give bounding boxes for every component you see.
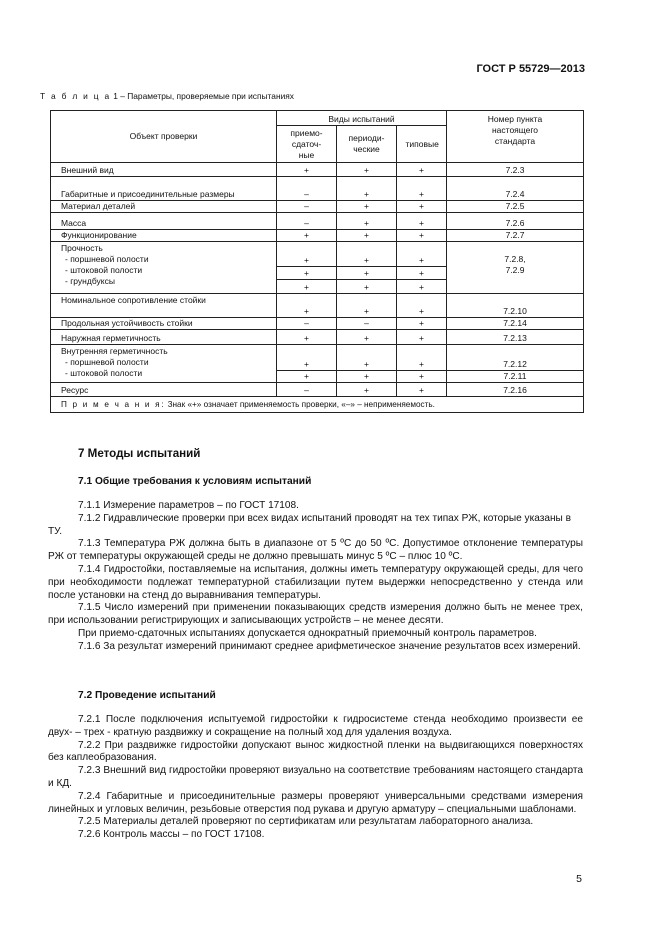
- table-row: Внешний вид + + + 7.2.3: [51, 163, 584, 177]
- table-row: Материал деталей – + + 7.2.5: [51, 201, 584, 213]
- table-row: Функционирование + + + 7.2.7: [51, 230, 584, 242]
- strength-item: - грундбуксы: [65, 276, 115, 286]
- paragraph: 7.2.6 Контроль массы – по ГОСТ 17108.: [78, 829, 265, 841]
- note-text: Знак «+» означает применяемость проверки, «–» – неприменяемость.: [165, 400, 435, 409]
- paragraph: 7.1.2 Гидравлические проверки при всех видах испытаний проводят на тех типах РЖ, которые указаны в ТУ.: [48, 512, 571, 537]
- strength-title: Прочность: [61, 243, 103, 253]
- table-row-tightness: Внутренняя герметичность - поршневой полости - штоковой полости + + + 7.2.12: [51, 345, 584, 371]
- table-caption-label: Т а б л и ц а: [40, 91, 111, 101]
- section-7-1-body: [48, 500, 583, 654]
- tightness-item: - штоковой полости: [65, 368, 143, 378]
- tightness-title: Внутренняя герметичность: [61, 346, 168, 356]
- paragraph: 7.2.5 Материалы деталей проверяют по сертификатам или результатам лабораторного анализа.: [78, 816, 534, 828]
- section-7-1-title: 7.1 Общие требования к условиям испытаний: [78, 476, 312, 487]
- paragraph: 7.1.1 Измерение параметров – по ГОСТ 17108.: [78, 500, 299, 511]
- table-caption: [40, 91, 294, 101]
- paragraph: 7.1.5 Число измерений при применении показывающих средств измерения должно быть не менее трех, при использовании регистрирующих и записывающих устройств – не менее десяти.: [48, 602, 583, 627]
- strength-item: - поршневой полости: [65, 254, 149, 264]
- sub-header-type: типовые: [397, 126, 447, 163]
- page-number: 5: [576, 873, 582, 885]
- col-header-kinds: Виды испытаний: [277, 111, 447, 126]
- table-row-strength: Прочность - поршневой полости - штоковой полости - грундбуксы + + + 7.2.8, 7.2.9: [51, 242, 584, 267]
- section-7-2-body: [48, 714, 583, 842]
- table-row: Масса – + + 7.2.6: [51, 213, 584, 230]
- table-row: + + + 7.2.11: [51, 371, 584, 383]
- tightness-item: - поршневой полости: [65, 357, 149, 367]
- parameters-table: [50, 110, 583, 413]
- paragraph: 7.2.4 Габаритные и присоединительные размеры проверяют универсальными средствами измерения линейных и угловых величин, резьбовые отверстия под рукава и другую арматуру – специальными шаблонами.: [48, 790, 583, 815]
- paragraph: При приемо-сдаточных испытаниях допускается однократный приемочный контроль параметров.: [78, 627, 537, 639]
- standard-header: ГОСТ Р 55729—2013: [476, 63, 585, 75]
- paragraph: 7.1.4 Гидростойки, поставляемые на испытания, должны иметь температуру окружающей среды, для чего при необходимости подлежат температурной стабилизации путем выдержки непосредственно у стенда или после установки на стенд до выравнивания температуры.: [48, 563, 583, 601]
- table-row: Ресурс – + + 7.2.16: [51, 383, 584, 397]
- table-note-row: [51, 397, 584, 413]
- table-row: Номинальное сопротивление стойки + + + 7.2.10: [51, 294, 584, 318]
- strength-number: 7.2.8, 7.2.9: [447, 242, 584, 294]
- section-7-title: 7 Методы испытаний: [78, 447, 201, 460]
- paragraph: 7.1.6 За результат измерений принимают среднее арифметическое значение результатов всех измерений.: [78, 640, 581, 652]
- table-row: Наружная герметичность + + + 7.2.13: [51, 330, 584, 345]
- paragraph: 7.2.3 Внешний вид гидростойки проверяют визуально на соответствие требованиям настоящего стандарта и КД.: [48, 765, 583, 789]
- col-header-object: Объект проверки: [51, 111, 277, 163]
- table-caption-text: 1 – Параметры, проверяемые при испытаниях: [110, 91, 294, 101]
- sub-header-periodic: периоди-ческие: [337, 126, 397, 163]
- table-row: Габаритные и присоединительные размеры – + + 7.2.4: [51, 177, 584, 201]
- table-row: + + +: [51, 280, 584, 294]
- section-7-2-title: 7.2 Проведение испытаний: [78, 690, 216, 701]
- note-label: П р и м е ч а н и я:: [61, 400, 166, 409]
- paragraph: 7.2.1 После подключения испытуемой гидростойки к гидросистеме стенда необходимо произвести ее двух- – трех - кратную раздвижку и сокращение на полный ход для удаления воздуха.: [48, 714, 583, 738]
- table-row: + + +: [51, 267, 584, 280]
- sub-header-acceptance: приемо-сдаточ-ные: [277, 126, 337, 163]
- paragraph: 7.1.3 Температура РЖ должна быть в диапазоне от 5 ºС до 50 ºС. Допустимое отклонение температуры РЖ от температуры окружающей среды не должно превышать минус 5 ºС – плюс 10 ºС.: [48, 538, 583, 563]
- table-row: Продольная устойчивость стойки – – + 7.2.14: [51, 318, 584, 330]
- paragraph: 7.2.2 При раздвижке гидростойки допускают вынос жидкостной пленки на выдвигающихся поверхностях без каплеобразования.: [48, 739, 583, 764]
- strength-item: - штоковой полости: [65, 265, 143, 275]
- col-header-number: Номер пункта настоящего стандарта: [447, 111, 584, 163]
